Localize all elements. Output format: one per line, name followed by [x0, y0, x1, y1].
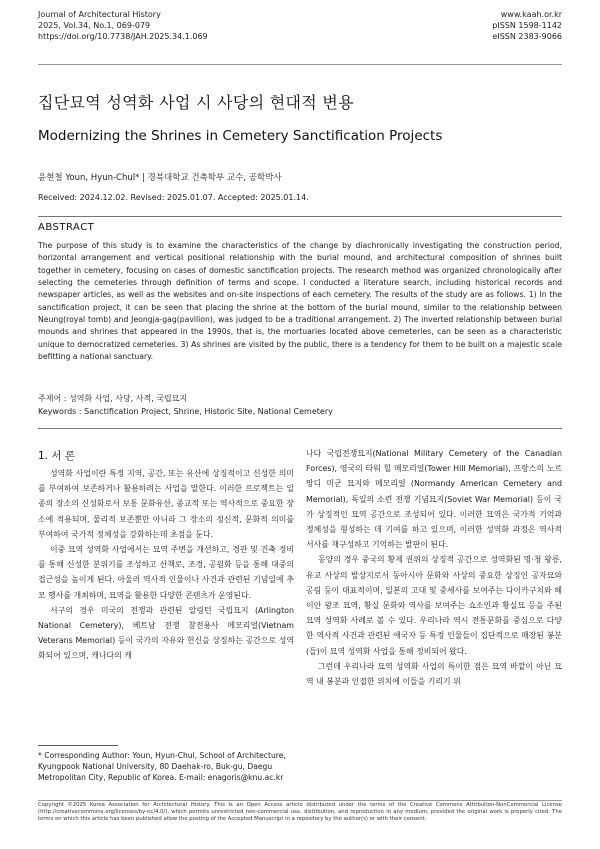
- header-divider: [38, 64, 562, 65]
- body-paragraph: 그런데 우리나라 묘역 성역화 사업의 특이한 점은 묘역 바깥이 아닌 묘역 내 봉분과 인접한 위치에 이들을 기리기 위: [306, 661, 562, 687]
- footnote-divider: [38, 745, 118, 746]
- abstract-divider-top: [38, 216, 562, 217]
- title-english: Modernizing the Shrines in Cemetery Sanctification Projects: [38, 128, 443, 144]
- body-paragraph: 이중 묘역 성역화 사업에서는 묘역 주변을 개선하고, 경관 및 건축 정비를 통해 신성한 분위기를 조성하고 산책로, 조경, 공원화 등을 통해 대중의 접근성을 높이게 된다. 아울러 역사적 인물이나 사건과 관련된 기념일에 추모 행사를 개최하며, 묘역을 활용한 다양한 콘텐츠가 운영된다.: [38, 545, 294, 600]
- pissn: pISSN 1598-1142: [492, 21, 562, 30]
- body-paragraph: 서구의 경우 미국의 전쟁과 관련된 알링턴 국립묘지 (Arlington National Cemetery), 베트남 전쟁 참전용사 메모리얼(Vietnam Veterans Memorial) 등이 국가의 자유와 헌신을 상징하는 공간으로 성역화되어 있으며, 캐나다의 캐: [38, 605, 294, 661]
- copyright-notice: Copyright ©2025 Korea Association for Architectural History. This is an Open Access article distributed under the terms of the Creative Commons Attribution-NonCommercial License (http://creativecommons.org/licenses/by-nc/4.0/), which permits unrestricted non-commercial use, distribution, and reproduction in any medium, provided the original work is properly cited. The terms on which this article has been published allow the posting of the Accepted Manuscript in a repository by the author(s) or with their consent.: [38, 802, 562, 822]
- corresponding-author-footnote: * Corresponding Author: Youn, Hyun-Chul, School of Architecture, Kyungpook National University, 80 Daehak-ro, Buk-gu, Daegu Metropolitan City, Republic of Korea. E-mail: enagoris@knu.ac.kr: [38, 751, 286, 782]
- body-column-left: [38, 466, 294, 664]
- journal-volume: 2025, Vol.34, No.1, 069-079: [38, 21, 151, 30]
- website-link[interactable]: www.kaah.or.kr: [500, 10, 562, 19]
- body-column-right: [306, 446, 562, 689]
- keywords-english: Keywords : Sanctification Project, Shrine, Historic Site, National Cemetery: [38, 407, 333, 416]
- keywords-korean: 주제어 : 성역화 사업, 사당, 사적, 국립묘지: [38, 394, 188, 403]
- doi-link[interactable]: https://doi.org/10.7738/JAH.2025.34.1.069: [38, 32, 208, 41]
- eissn: eISSN 2383-9066: [492, 32, 562, 41]
- author-affiliation: 윤현철 Youn, Hyun-Chul* | 경북대학교 건축학부 교수, 공학박사: [38, 173, 282, 183]
- abstract-text: The purpose of this study is to examine the characteristics of the change by diachronically investigating the construction period, horizontal arrangement and vertical positional relationship with the burial mound, and architectural composition of shrines built together in cemetery, focusing on cases of domestic sanctification projects. The research method was organized chronologically after selecting the cemeteries through definition of terms and scope. I conducted a literature search, including historical records and newspaper articles, as well as the websites and on-site inspections of each cemetery. The results of the study are as follows. 1) In the sanctification project, it can be seen that placing the shrine at the bottom of the burial mound, similar to the relationship between Neung(royal tomb) and Jeongja-gag(pavilion), was judged to be a traditional arrangement. 2) The inverted relationship between burial mounds and shrines that appeared in the 1990s, that is, the mortuaries located above cemeteries, can be seen as a characteristic unique to democratized cemeteries. 3) As shrines are visited by the public, there is a tendency for them to be built on a majestic scale befitting a national sanctuary.: [38, 241, 562, 362]
- abstract-heading: ABSTRACT: [38, 222, 95, 233]
- journal-issn: [492, 9, 562, 42]
- journal-name: Journal of Architectural History: [38, 10, 161, 19]
- body-paragraph: 나다 국립전쟁묘지(National Military Cemetery of the Canadian Forces), 영국의 타워 힐 메모리얼(Tower Hill Memorial), 프랑스의 노르망디 미군 묘지와 메모리얼 (Normandy American Cemetery and Memorial), 독일의 소련 전쟁 기념묘지(Soviet War Memorial) 등이 국가 상징적인 묘역 공간으로 조성되어 있다. 이러한 묘역은 국가적 기억과 정체성을 형성하는 데 기여를 하고 있으며, 이러한 성역화 과정은 역사적 서사를 재구성하고 기억하는 발판이 된다.: [306, 449, 562, 550]
- footer-divider: [38, 800, 562, 801]
- abstract-divider-bottom: [38, 428, 562, 429]
- section-heading-introduction: 1. 서 론: [38, 450, 75, 462]
- title-korean: 집단묘역 성역화 사업 시 사당의 현대적 변용: [38, 93, 354, 112]
- body-paragraph: 성역화 사업이란 특정 지역, 공간, 또는 유산에 상징적이고 신성한 의미를 부여하여 보존하거나 활용하려는 사업을 말한다. 이러한 프로젝트는 일종의 장소의 신성화로서 보통 문화유산, 종교적 또는 역사적으로 중요한 장소에 적용되며, 물리적 보존뿐만 아니라 그 장소의 정신적, 문화적 의미를 부여하여 국가적 정체성을 강화하는데 초점을 둔다.: [38, 469, 294, 539]
- received-dates: Received: 2024.12.02. Revised: 2025.01.07. Accepted: 2025.01.14.: [38, 193, 309, 202]
- journal-header: [38, 9, 208, 42]
- body-paragraph: 동양의 경우 중국의 황제 권위의 상징적 공간으로 성역화된 명·청 왕릉, 유교 사상의 발상지로서 동아시아 문화와 사상의 중요한 상징인 공자묘와 공림 등이 대표적이며, 일본의 고대 및 중세사를 보여주는 다이카구치와 헤이안 왕조 묘역, 황실 문화와 역사를 보여주는 쇼소인과 황실묘 등을 주된 묘역 성역화 사례로 볼 수 있다. 우리나라 역시 전통문화를 중심으로 다양한 역사적 사건과 관련된 애국자 등 특정 인물들이 집단적으로 매장된 봉분(들)이 묘역 성역화 사업을 통해 정비되어 왔다.: [306, 555, 562, 656]
